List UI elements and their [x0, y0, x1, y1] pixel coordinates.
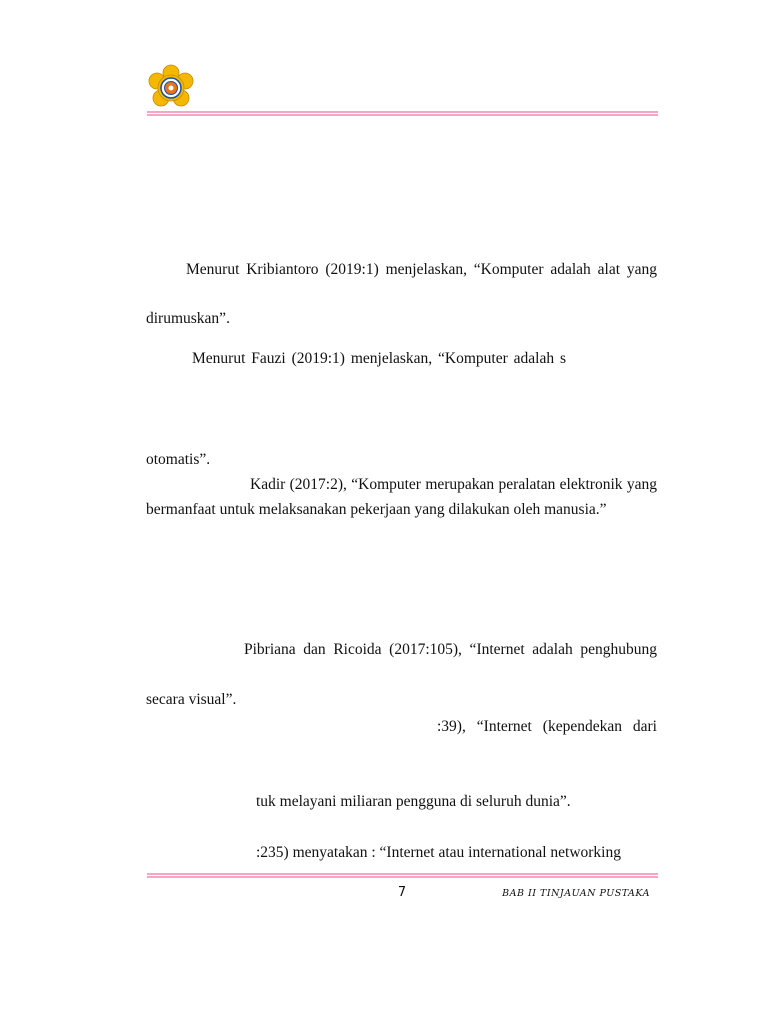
paragraph-line: secara visual”. — [146, 691, 237, 708]
header-double-rule — [147, 111, 658, 116]
paragraph-line: Kadir (2017:2), “Komputer merupakan peralatan elektronik yang — [250, 476, 657, 493]
university-seal-icon — [147, 64, 195, 112]
paragraph-line: tuk melayani miliaran pengguna di seluruh dunia”. — [256, 793, 571, 810]
paragraph-line: otomatis”. — [146, 451, 211, 468]
paragraph-line: Menurut Kribiantoro (2019:1) menjelaskan, “Komputer adalah alat yang — [186, 261, 657, 278]
paragraph-line: bermanfaat untuk melaksanakan pekerjaan yang dilakukan oleh manusia.” — [146, 501, 607, 518]
paragraph-line: :235) menyatakan : “Internet atau international networking — [256, 844, 621, 861]
paragraph-line: Pibriana dan Ricoida (2017:105), “Internet adalah penghubung — [244, 641, 657, 658]
chapter-title: BAB II TINJAUAN PUSTAKA — [502, 888, 650, 899]
page-number: 7 — [397, 885, 407, 900]
paragraph-line: Menurut Fauzi (2019:1) menjelaskan, “Komputer adalah s — [192, 350, 566, 367]
paragraph-line: :39), “Internet (kependekan dari — [437, 718, 657, 735]
paragraph-line: dirumuskan”. — [146, 310, 230, 327]
footer-double-rule — [147, 873, 658, 878]
